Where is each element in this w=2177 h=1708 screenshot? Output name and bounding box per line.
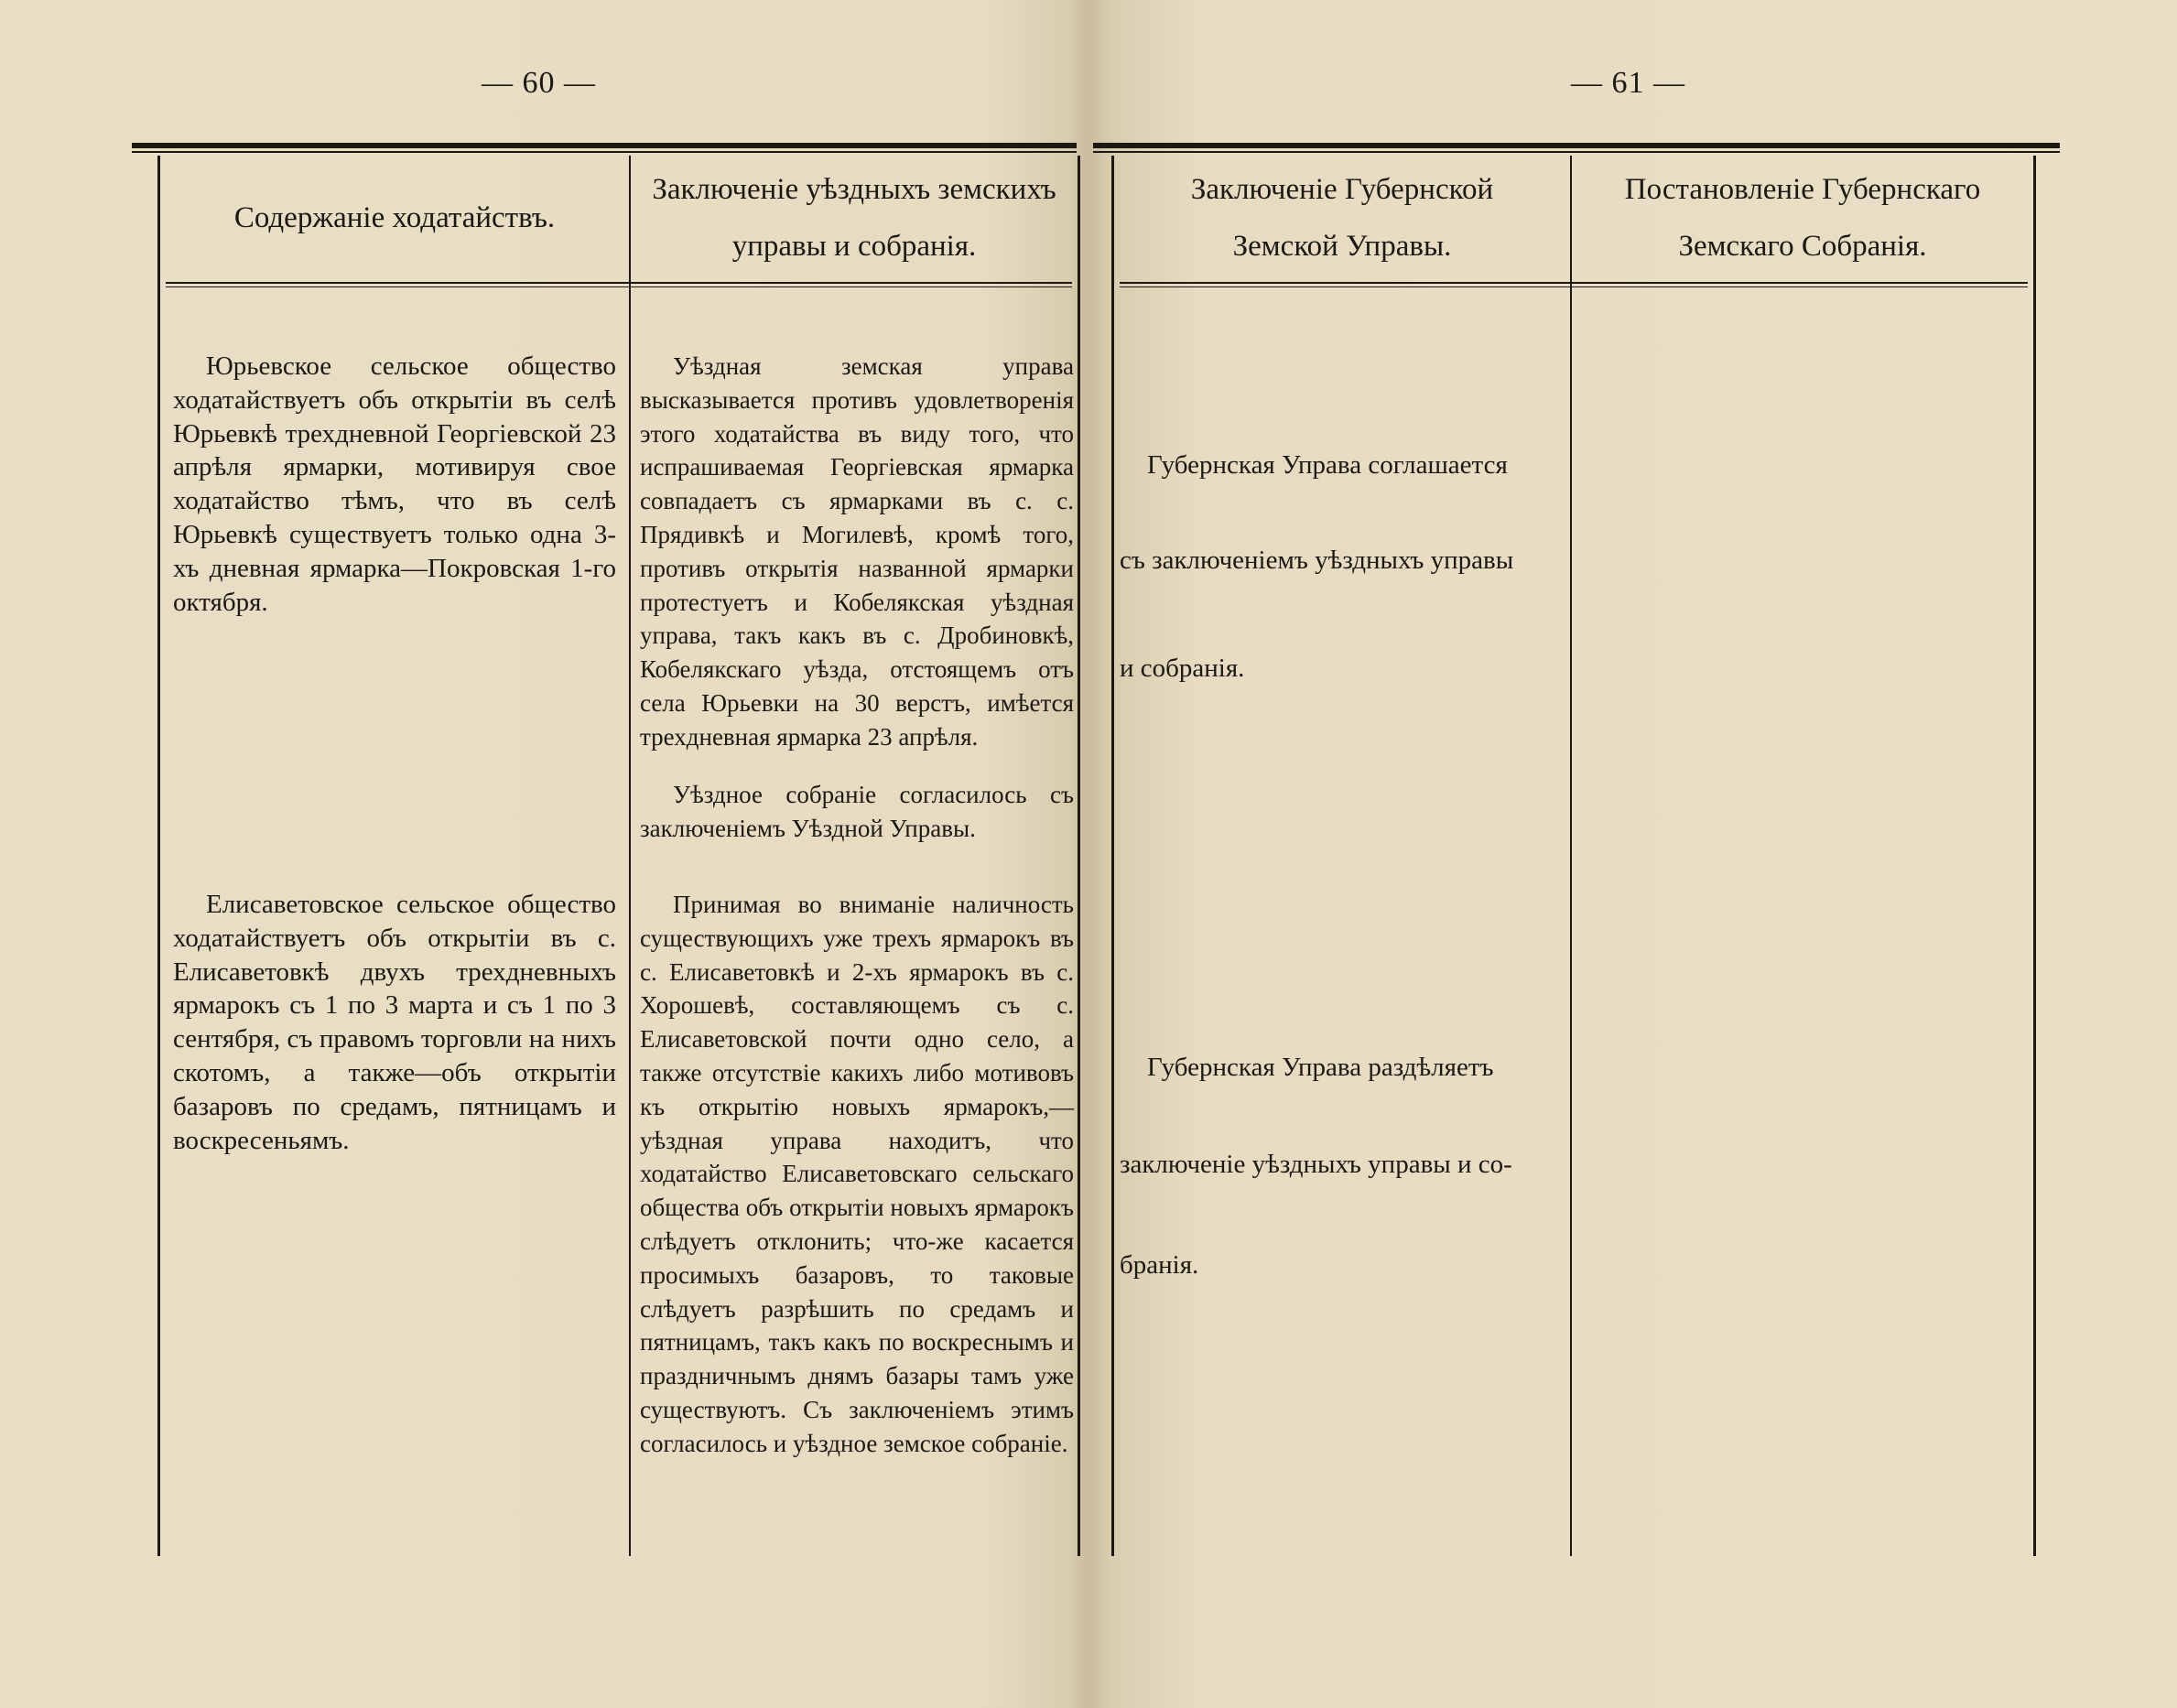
petitions-table-left [157,156,1080,1556]
page-number-left: — 60 — [482,66,596,100]
right-page [1086,0,2177,1708]
header-label: Постановленіе Губернскаго Земскаго Собранія. [1624,173,1981,263]
header-rule [166,282,1072,287]
header-gubernia-sobranie [1572,156,2033,280]
petition-text-elisavetovka: Елисаветовское сельское общество ходатайствуетъ объ открытіи въ с. Елисаветовкѣ двухъ трехдневныхъ ярмарокъ съ 1 по 3 марта и съ 1 по 3 сентября, съ правомъ торговли на нихъ скотомъ, а также—объ открытіи базаровъ по средамъ, пятницамъ и воскресеньямъ. [173,890,616,1155]
header-rule [1120,282,2028,287]
gubernia-conclusion-1-line1: Губернская Управа соглашается [1147,450,1508,480]
left-page [0,0,1086,1708]
header-petition-content [160,156,629,280]
uezd-conclusion-elisavetovka: Принимая во вниманіе наличность существующихъ уже трехъ ярмарокъ въ с. Елисаветовкѣ и 2-хъ ярмарокъ въ с. Хорошевѣ, составляющемъ съ с. Елисаветовской почти одно село, а также отсутствіе какихъ либо мотивовъ къ открытію новыхъ ярмарокъ,—уѣздная управа находитъ, что ходатайство Елисаветовскаго сельскаго общества объ открытіи новыхъ ярмарокъ слѣдуетъ отклонить; что-же касается просимыхъ базаровъ, то таковые слѣдуетъ разрѣшить по средамъ и пятницамъ, такъ какъ по воскреснымъ и праздничнымъ днямъ базары тамъ уже существуютъ. Съ заключеніемъ этимъ согласилось и уѣздное земское собраніе. [640,891,1074,1457]
gubernia-conclusion-1-line2: съ заключеніемъ уѣздныхъ управы [1120,546,1514,575]
header-gubernia-uprava [1114,156,1570,280]
uezd-conclusion-yurievka: Уѣздная земская управа высказывается противъ удовлетворенія этого ходатайства въ виду того, что испрашиваемая Георгіевская ярмарка совпадаетъ съ ярмарками въ с. с. Прядивкѣ и Могилевѣ, кромѣ того, противъ открытія названной ярмарки протестуетъ и Кобелякская уѣздная управа, такъ какъ въ с. Дробиновкѣ, Кобелякскаго уѣзда, отстоящемъ отъ села Юрьевки на 30 верстъ, имѣется трехдневная ярмарка 23 апрѣля. [640,352,1074,751]
top-rule-left [132,143,1077,153]
header-label: Заключеніе уѣздныхъ земскихъ управы и собранія. [652,173,1056,263]
top-rule-right [1093,143,2060,153]
column-divider [1570,156,1572,1556]
column-divider [629,156,631,1556]
uezd-assembly-yurievka: Уѣздное собраніе согласилось съ заключеніемъ Уѣздной Управы. [640,781,1074,842]
header-label: Заключеніе Губернской Земской Управы. [1190,173,1494,263]
header-uezd-conclusion [631,156,1078,280]
gubernia-conclusion-2-line1: Губернская Управа раздѣляетъ [1147,1053,1494,1082]
gubernia-conclusion-2-line2: заключеніе уѣздныхъ управы и со- [1120,1150,1512,1179]
decisions-table-right [1111,156,2036,1556]
gubernia-conclusion-1-line3: и собранія. [1120,654,1245,683]
page-number-right: — 61 — [1571,66,1685,100]
header-label: Содержаніе ходатайствъ. [233,201,556,234]
gubernia-conclusion-2-line3: бранія. [1120,1250,1199,1280]
petition-text-yurievka: Юрьевское сельское общество ходатайствуетъ объ открытіи въ селѣ Юрьевкѣ трехдневной Георгіевской 23 апрѣля ярмарки, мотивируя свое ходатайство тѣмъ, что въ селѣ Юрьевкѣ существуетъ только одна 3-хъ дневная ярмарка—Покровская 1-го октября. [173,351,616,617]
